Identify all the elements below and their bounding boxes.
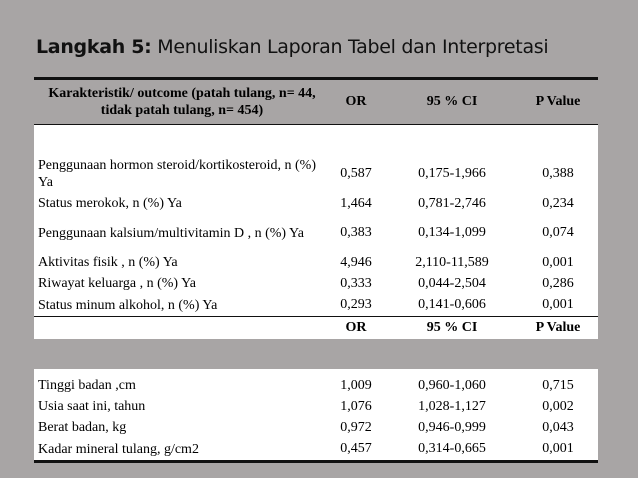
header-or: OR <box>345 94 367 109</box>
row-pvalue: 0,074 <box>542 225 574 240</box>
row-ci: 0,141-0,606 <box>418 297 486 312</box>
table-row <box>34 214 598 252</box>
row-label: Kadar mineral tulang, g/cm2 <box>38 441 199 457</box>
row-label: Aktivitas fisik , n (%) Ya <box>38 255 178 270</box>
slide-title-step: Langkah 5: <box>36 36 152 58</box>
table-row <box>34 155 598 193</box>
table-header-row <box>34 77 598 125</box>
row-pvalue: 0,001 <box>542 254 574 270</box>
table-row <box>34 396 598 417</box>
header-ci: 95 % CI <box>426 94 478 109</box>
row-label: Status minum alkohol, n (%) Ya <box>38 297 218 313</box>
row-pvalue: 0,001 <box>542 297 574 312</box>
row-label: Status merokok, n (%) Ya <box>38 196 182 211</box>
table-row <box>34 193 598 214</box>
row-pvalue: 0,043 <box>542 419 574 435</box>
row-label: Berat badan, kg <box>38 420 127 435</box>
row-pvalue: 0,388 <box>542 166 574 181</box>
table-row <box>34 417 598 438</box>
subheader-pvalue: P Value <box>535 320 581 335</box>
row-label: Riwayat keluarga , n (%) Ya <box>38 276 196 291</box>
row-pvalue: 0,002 <box>542 398 574 414</box>
row-or: 1,464 <box>340 195 372 211</box>
row-label: Tinggi badan ,cm <box>38 378 136 393</box>
table-spacer <box>34 125 598 155</box>
table-row <box>34 252 598 273</box>
table-row <box>34 375 598 396</box>
header-characteristic: Karakteristik/ outcome (patah tulang, n= 44, tidak patah tulang, n= 454) <box>48 86 316 118</box>
row-label: Penggunaan hormon steroid/kortikosteroid, n (%) Ya <box>38 158 317 190</box>
subheader-ci: 95 % CI <box>426 320 478 335</box>
row-or: 0,293 <box>340 297 372 312</box>
row-ci: 0,044-2,504 <box>418 275 486 291</box>
row-or: 0,333 <box>340 275 372 291</box>
table-row <box>34 294 598 316</box>
row-ci: 0,314-0,665 <box>418 441 486 456</box>
table-body-continuous <box>34 369 598 463</box>
row-pvalue: 0,286 <box>542 275 574 291</box>
row-or: 1,009 <box>340 377 372 393</box>
table-subheader-row <box>34 316 598 339</box>
table-row <box>34 438 598 460</box>
row-ci: 2,110-11,589 <box>415 254 489 270</box>
results-table <box>34 77 598 463</box>
row-or: 0,383 <box>340 225 372 240</box>
row-ci: 0,960-1,060 <box>418 377 486 393</box>
row-or: 0,457 <box>340 441 372 456</box>
row-label: Usia saat ini, tahun <box>38 399 146 414</box>
row-or: 1,076 <box>340 398 372 414</box>
row-ci: 0,946-0,999 <box>418 419 486 435</box>
row-ci: 0,134-1,099 <box>418 225 486 240</box>
row-or: 4,946 <box>340 254 372 270</box>
row-label: Penggunaan kalsium/multivitamin D , n (%) Ya <box>38 225 304 241</box>
slide-title-text: Menuliskan Laporan Tabel dan Interpretasi <box>151 36 549 58</box>
table-gray-spacer <box>34 339 598 369</box>
table-row <box>34 273 598 294</box>
row-ci: 0,175-1,966 <box>418 166 486 181</box>
row-ci: 1,028-1,127 <box>418 398 486 414</box>
header-pvalue: P Value <box>535 94 581 109</box>
row-or: 0,587 <box>340 166 372 181</box>
slide-title <box>36 36 548 58</box>
table-body-categorical <box>34 125 598 316</box>
row-pvalue: 0,234 <box>542 195 574 211</box>
subheader-or: OR <box>345 320 367 335</box>
row-ci: 0,781-2,746 <box>418 195 486 211</box>
row-or: 0,972 <box>340 419 372 435</box>
row-pvalue: 0,715 <box>542 377 574 393</box>
row-pvalue: 0,001 <box>542 441 574 456</box>
